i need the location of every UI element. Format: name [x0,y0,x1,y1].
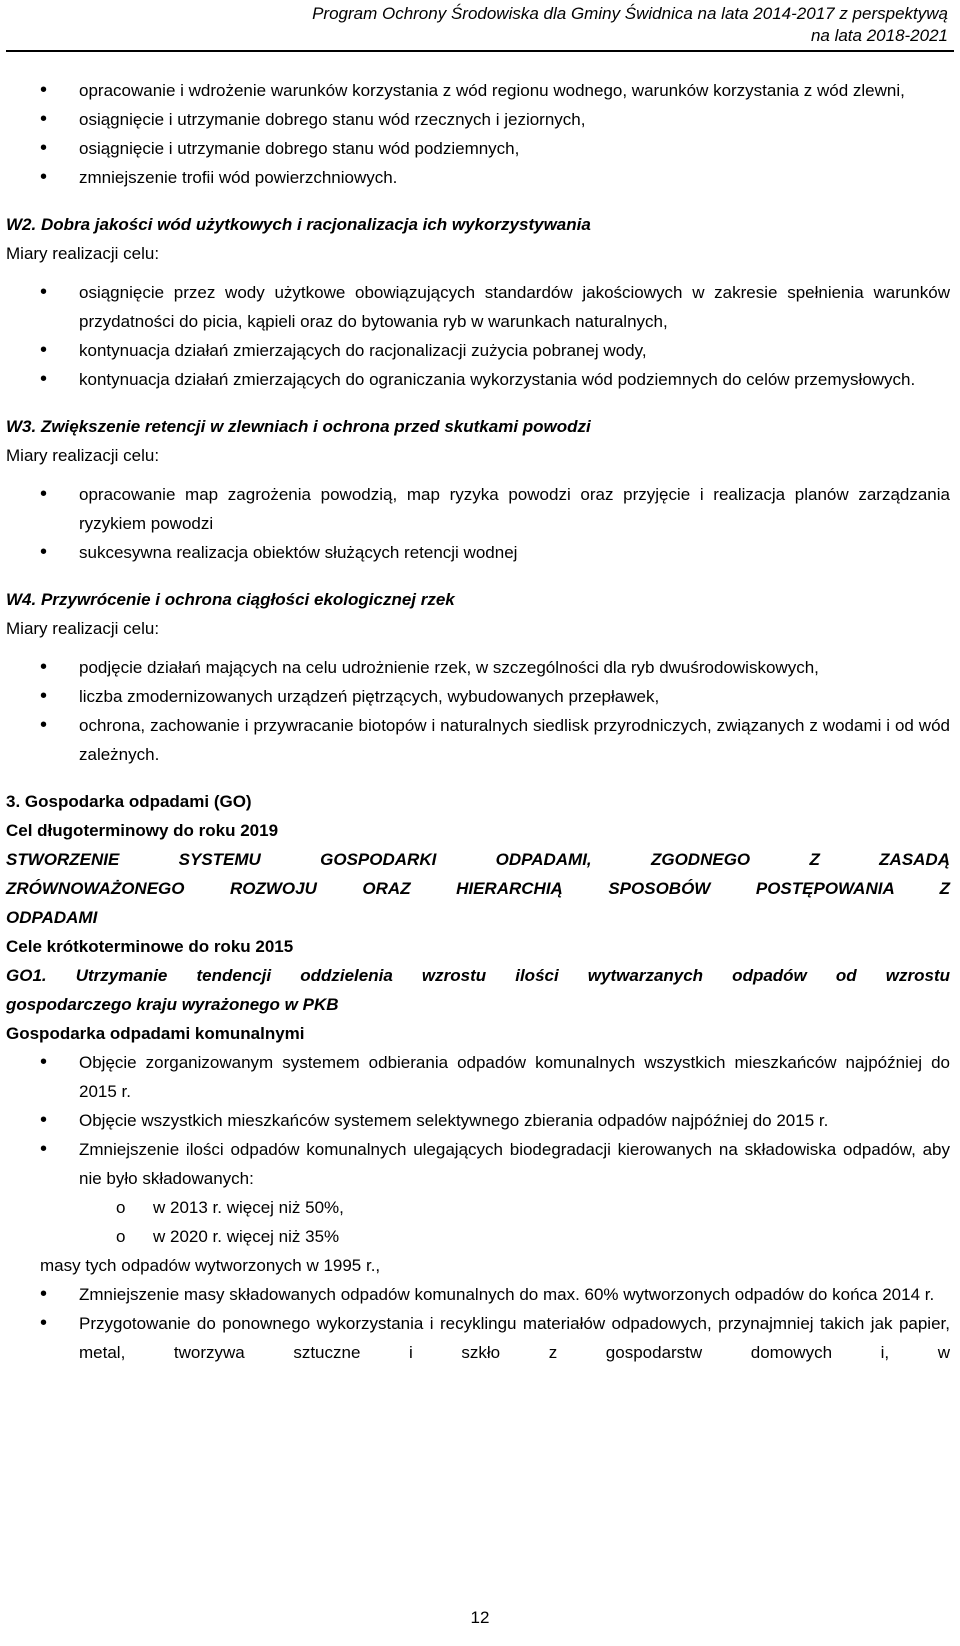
w4-list [6,653,956,769]
w4-measures-label: Miary realizacji celu: [6,619,160,638]
mass-note: masy tych odpadów wytworzonych w 1995 r., [40,1256,381,1275]
list-item: • kontynuacja działań zmierzających do racjonalizacji zużycia pobranej wody, [6,336,956,365]
list-item: • ochrona, zachowanie i przywracanie biotopów i naturalnych siedlisk przyrodniczych, związanych z wodami i od wód zależnych. [6,711,956,769]
w2-heading: W2. Dobra jakości wód użytkowych i racjonalizacja ich wykorzystywania [6,215,591,234]
header-divider [6,50,954,52]
list-item: • liczba zmodernizowanych urządzeń piętrzących, wybudowanych przepławek, [6,682,956,711]
go1-sub-list [6,1193,956,1251]
long-term-goal-line-2: ZRÓWNOWAŻONEGO ROZWOJU ORAZ HIERARCHIĄ SPOSOBÓW POSTĘPOWANIA Z [6,879,950,898]
list-item: • zmniejszenie trofii wód powierzchniowych. [6,163,956,192]
section-3-title: 3. Gospodarka odpadami (GO) [6,792,252,811]
list-item: • Przygotowanie do ponownego wykorzystania i recyklingu materiałów odpadowych, przynajmniej takich jak papier, metal, tworzywa sztuczne i szkło z gospodarstw domowych i, w [6,1309,956,1367]
list-item: • Zmniejszenie ilości odpadów komunalnych ulegających biodegradacji kierowanych na składowiska odpadów, aby nie było składowanych: [6,1135,956,1193]
list-item: • sukcesywna realizacja obiektów służących retencji wodnej [6,538,956,567]
list-item: • Zmniejszenie masy składowanych odpadów komunalnych do max. 60% wytworzonych odpadów do końca 2014 r. [6,1280,956,1309]
municipal-waste-label: Gospodarka odpadami komunalnymi [6,1024,305,1043]
header-line-2: na lata 2018-2021 [810,26,948,45]
list-item: • podjęcie działań mających na celu udrożnienie rzek, w szczególności dla ryb dwuśrodowiskowych, [6,653,956,682]
long-term-goal-label: Cel długoterminowy do roku 2019 [6,821,279,840]
w3-measures-label: Miary realizacji celu: [6,446,160,465]
go1-list-a [6,1048,956,1193]
list-item: • Objęcie wszystkich mieszkańców systemem selektywnego zbierania odpadów najpóźniej do 2015 r. [6,1106,956,1135]
list-item: • Objęcie zorganizowanym systemem odbierania odpadów komunalnych wszystkich mieszkańców najpóźniej do 2015 r. [6,1048,956,1106]
header-line-1: Program Ochrony Środowiska dla Gminy Świdnica na lata 2014-2017 z perspektywą [312,4,948,23]
go1-heading-line-2: gospodarczego kraju wyrażonego w PKB [6,995,339,1014]
sub-list-item: o w 2013 r. więcej niż 50%, [6,1193,956,1222]
list-item: • opracowanie map zagrożenia powodzią, map ryzyka powodzi oraz przyjęcie i realizacja planów zarządzania ryzykiem powodzi [6,480,956,538]
long-term-goal-line-3: ODPADAMI [6,908,98,927]
page-number: 12 [470,1608,490,1627]
w2-list [6,278,956,394]
sub-list-item: o w 2020 r. więcej niż 35% [6,1222,956,1251]
body-content [6,76,956,1367]
go1-list-b [6,1280,956,1367]
w4-heading: W4. Przywrócenie i ochrona ciągłości ekologicznej rzek [6,590,455,609]
short-term-goals-label: Cele krótkoterminowe do roku 2015 [6,937,294,956]
list-item: • kontynuacja działań zmierzających do ograniczania wykorzystania wód podziemnych do celów przemysłowych. [6,365,956,394]
running-header [128,3,948,47]
w2-measures-label: Miary realizacji celu: [6,244,160,263]
go1-heading-line-1: GO1. Utrzymanie tendencji oddzielenia wzrostu ilości wytwarzanych odpadów od wzrostu [6,966,950,985]
list-item: • osiągnięcie przez wody użytkowe obowiązujących standardów jakościowych w zakresie spełnienia warunków przydatności do picia, kąpieli oraz do bytowania ryb w warunkach naturalnych, [6,278,956,336]
list-item: • opracowanie i wdrożenie warunków korzystania z wód regionu wodnego, warunków korzystania z wód zlewni, [6,76,956,105]
long-term-goal-line-1: STWORZENIE SYSTEMU GOSPODARKI ODPADAMI, ZGODNEGO Z ZASADĄ [6,850,950,869]
w3-heading: W3. Zwiększenie retencji w zlewniach i ochrona przed skutkami powodzi [6,417,591,436]
top-bullet-list [6,76,956,192]
w3-list [6,480,956,567]
list-item: • osiągnięcie i utrzymanie dobrego stanu wód rzecznych i jeziornych, [6,105,956,134]
list-item: • osiągnięcie i utrzymanie dobrego stanu wód podziemnych, [6,134,956,163]
